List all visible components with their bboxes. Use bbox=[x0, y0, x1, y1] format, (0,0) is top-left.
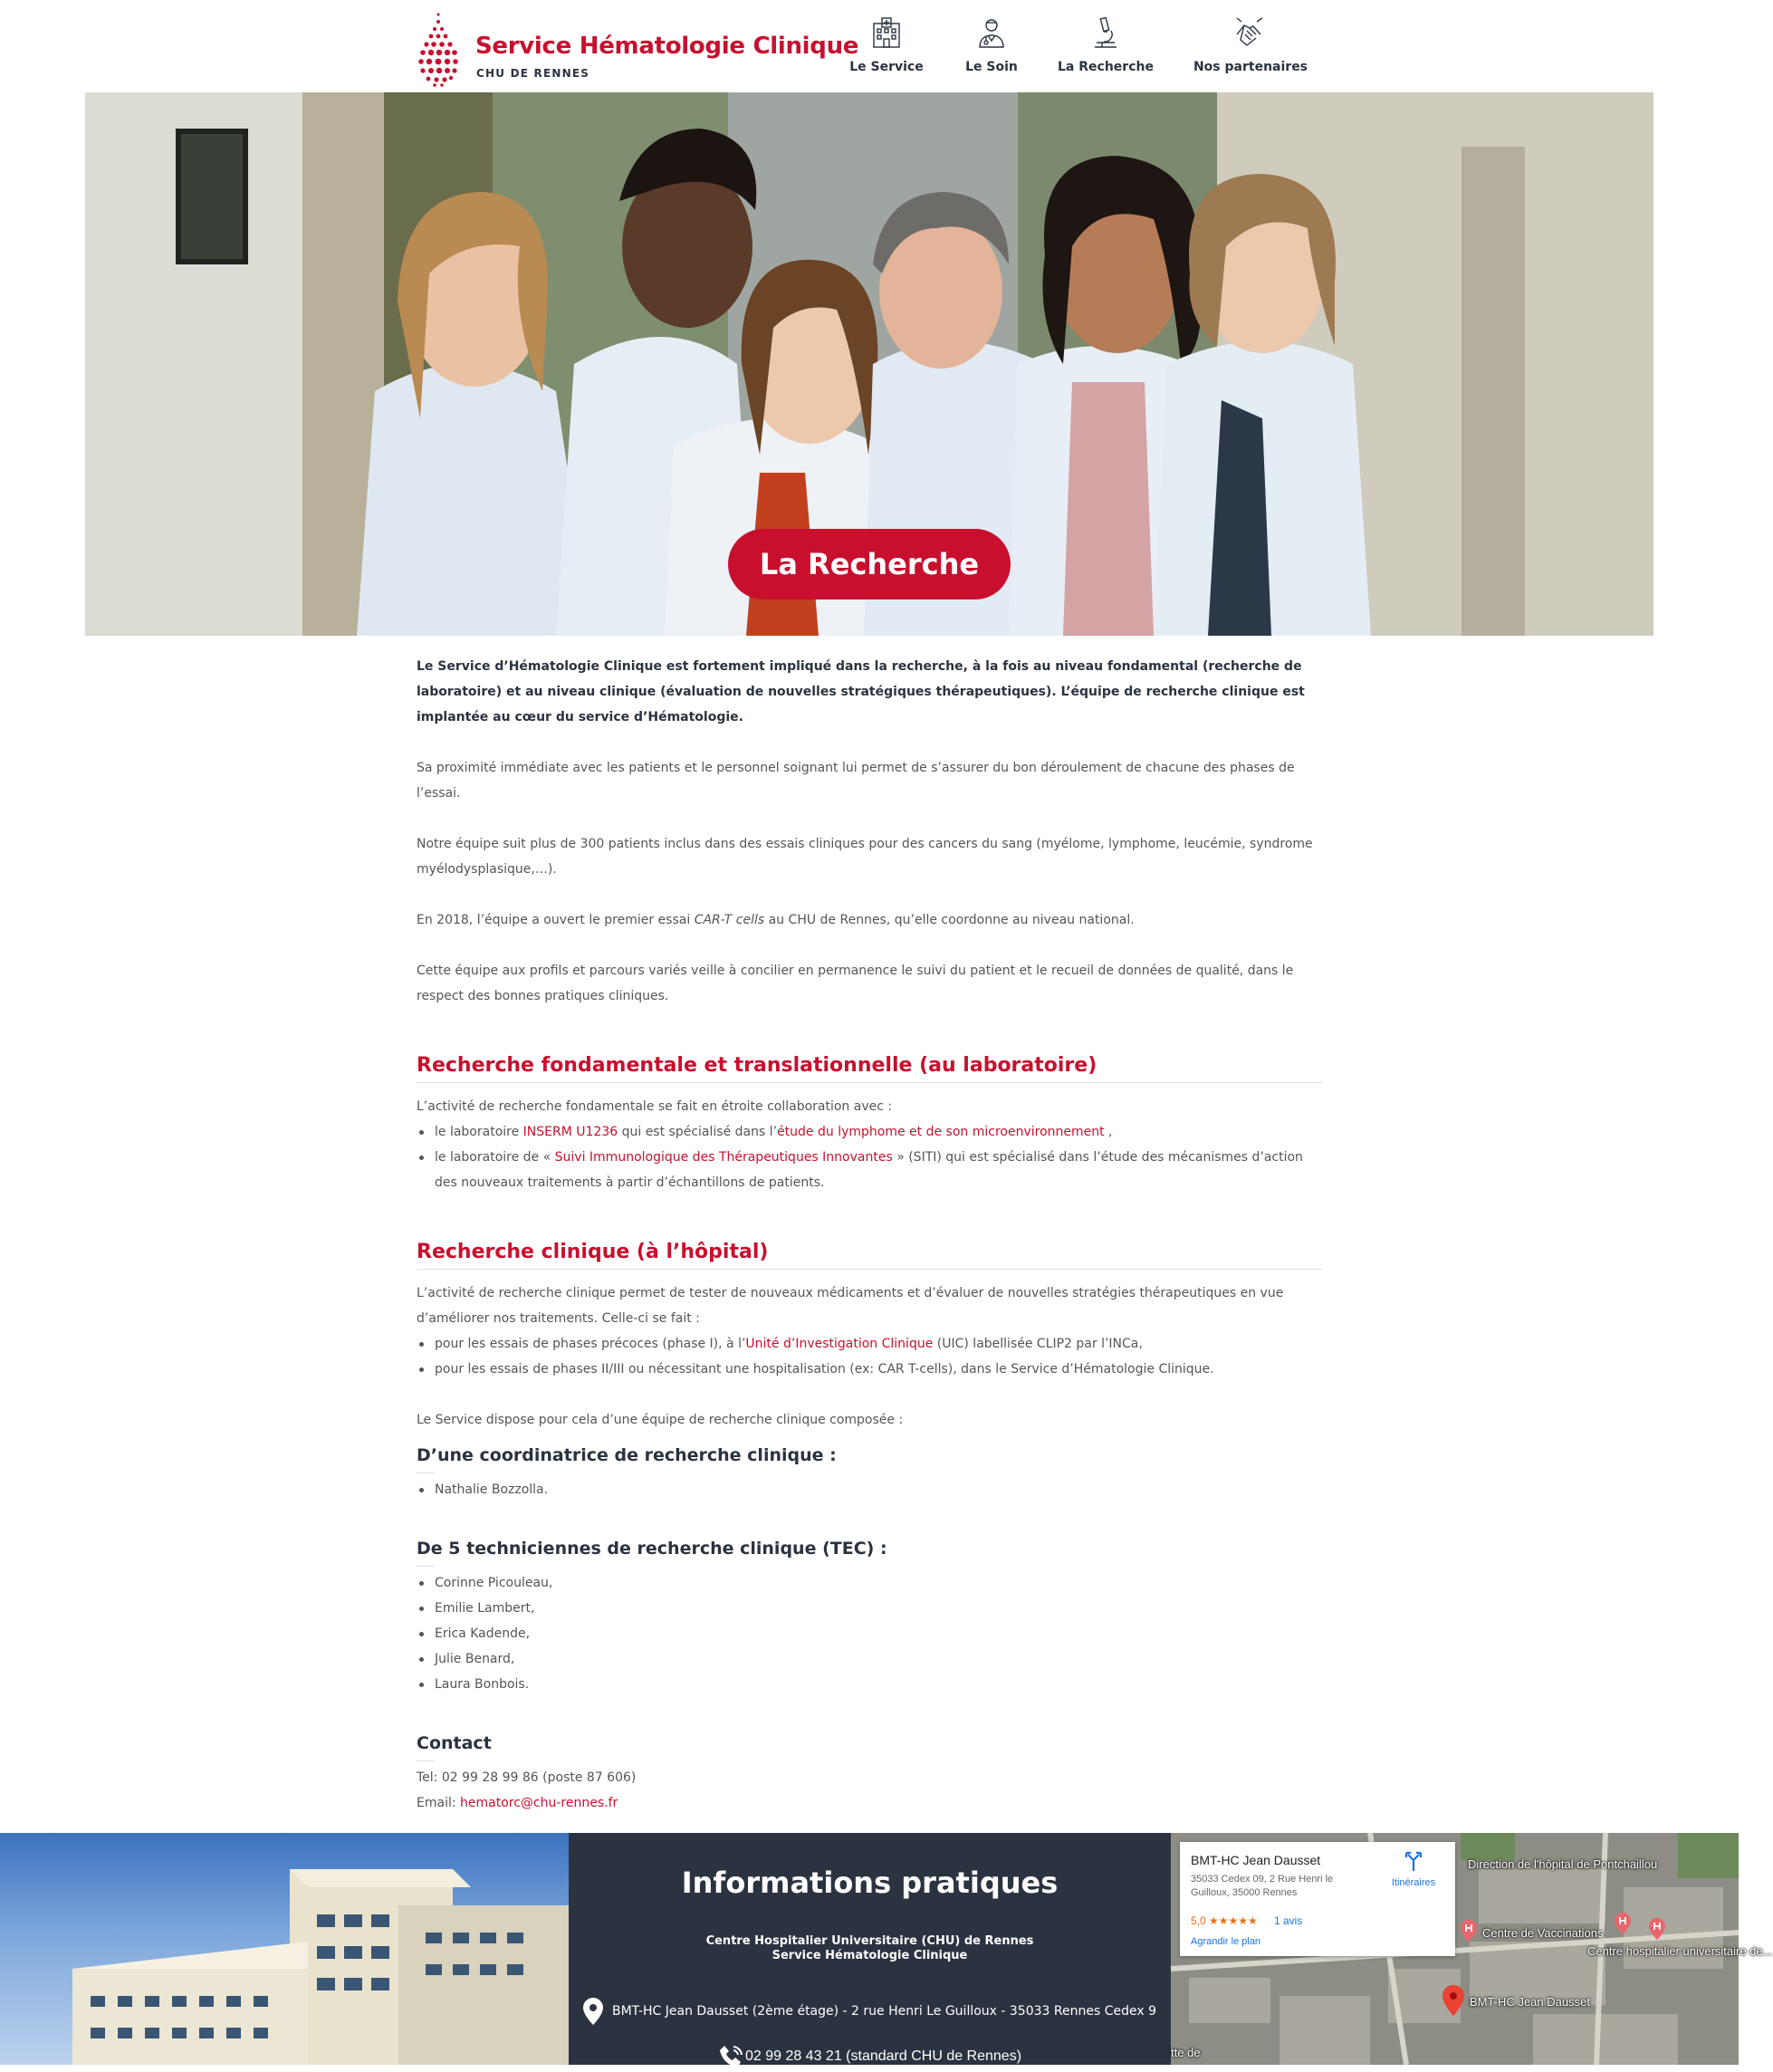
google-map[interactable] bbox=[1171, 1833, 1773, 2065]
tec-list bbox=[417, 1570, 1322, 1697]
nav-item-la-recherche[interactable] bbox=[1056, 16, 1155, 80]
logo-title: Service Hématologie Clinique bbox=[475, 33, 859, 60]
footer-phone-row bbox=[569, 2041, 1171, 2072]
directions-icon bbox=[1404, 1851, 1423, 1871]
hospital-building-photo bbox=[0, 1833, 569, 2065]
map-place-card bbox=[1180, 1842, 1455, 1956]
divider bbox=[417, 1760, 435, 1761]
footer-org: Centre Hospitalier Universitaire (CHU) de Rennes bbox=[705, 1934, 1034, 1948]
team-intro: Le Service dispose pour cela d’une équipe de recherche clinique composée : bbox=[417, 1413, 904, 1427]
list-item: Nathalie Bozzolla. bbox=[417, 1477, 1322, 1502]
doctor-icon bbox=[975, 16, 1008, 49]
map-reviews-link[interactable]: 1 avis bbox=[1274, 1914, 1303, 1927]
section-title-clinical: Recherche clinique (à l’hôpital) bbox=[417, 1241, 1322, 1270]
site-footer bbox=[0, 1833, 1773, 2065]
microscope-icon bbox=[1089, 16, 1122, 49]
list-item: pour les essais de phases précoces (phase I), à l’Unité d’Investigation Clinique (UIC) labellisée CLIP2 par l’INCa, bbox=[417, 1331, 1322, 1357]
site-header bbox=[0, 0, 1739, 91]
intro-paragraph: Sa proximité immédiate avec les patients et le personnel soignant lui permet de s’assurer du bon déroulement de chacune des phases de l’essai. bbox=[417, 761, 1295, 801]
hospital-marker-icon[interactable] bbox=[1615, 1913, 1631, 1934]
blood-drop-logo-icon bbox=[415, 11, 462, 87]
map-place-address: 35033 Cedex 09, 2 Rue Henri le Guilloux, 35000 Rennes bbox=[1191, 1874, 1334, 1898]
page-title: La Recherche bbox=[728, 529, 1011, 600]
contact-title: Contact bbox=[417, 1733, 492, 1753]
site-logo[interactable] bbox=[415, 11, 859, 87]
footer-address: BMT-HC Jean Dausset (2ème étage) - 2 rue Henri Le Guilloux - 35033 Rennes Cedex 9 bbox=[612, 2004, 1156, 2019]
map-label: BMT-HC Jean Dausset bbox=[1470, 1995, 1590, 2009]
handshake-icon bbox=[1234, 16, 1267, 49]
nav-label: La Recherche bbox=[1058, 60, 1154, 74]
intro-paragraph: Cette équipe aux profils et parcours variés veille à concilier en permanence le suivi du patient et le recueil de données de qualité, dans le respect des bonnes pratiques cliniques. bbox=[417, 964, 1294, 1003]
contact-tel: Tel: 02 99 28 99 86 (poste 87 606) bbox=[417, 1770, 637, 1785]
hero-banner bbox=[85, 92, 1653, 636]
fundamental-list bbox=[417, 1119, 1322, 1195]
map-place-name: BMT-HC Jean Dausset bbox=[1191, 1853, 1321, 1867]
footer-title: Informations pratiques bbox=[681, 1866, 1059, 1900]
map-rating: 5,0 ★★★★★ bbox=[1191, 1914, 1258, 1927]
intro-lead: Le Service d’Hématologie Clinique est fortement impliqué dans la recherche, à la fois au niveau fondamental (recherche de laboratoire) et au niveau clinique (évaluation de nouvelles stratégiques thérapeutiques). L’équipe de recherche clinique est implantée au cœur du service d’Hématologie. bbox=[417, 659, 1305, 724]
practical-info bbox=[569, 1833, 1171, 2065]
clinical-list bbox=[417, 1331, 1322, 1382]
section-title-fundamental: Recherche fondamentale et translationnelle (au laboratoire) bbox=[417, 1054, 1322, 1083]
map-label: tte de bbox=[1171, 2046, 1201, 2059]
footer-address-row bbox=[569, 1996, 1171, 2027]
nav-item-le-soin[interactable] bbox=[960, 16, 1023, 80]
fundamental-intro: L’activité de recherche fondamentale se fait en étroite collaboration avec : bbox=[417, 1099, 893, 1114]
list-item: pour les essais de phases II/III ou nécessitant une hospitalisation (ex: CAR T-cells), dans le Service d’Hématologie Clinique. bbox=[417, 1357, 1322, 1382]
clinical-intro: L’activité de recherche clinique permet de tester de nouveaux médicaments et d’évaluer de nouvelles stratégies thérapeutiques en vue d’améliorer nos traitements. Celle-ci se fait : bbox=[417, 1286, 1284, 1326]
footer-service: Service Hématologie Clinique bbox=[771, 1949, 968, 1962]
link-siti[interactable]: Suivi Immunologique des Thérapeutiques Innovantes bbox=[554, 1150, 893, 1165]
coordinator-list bbox=[417, 1477, 1322, 1502]
map-pin-icon bbox=[583, 1998, 603, 2025]
nav-item-nos-partenaires[interactable] bbox=[1192, 16, 1309, 80]
list-item: Julie Benard, bbox=[417, 1646, 1322, 1672]
link-uic[interactable]: Unité d’Investigation Clinique bbox=[745, 1337, 934, 1351]
nav-item-le-service[interactable] bbox=[846, 16, 927, 80]
list-item: le laboratoire INSERM U1236 qui est spécialisé dans l’étude du lymphome et de son microenvironnement , bbox=[417, 1119, 1322, 1145]
divider bbox=[417, 1472, 435, 1473]
list-item: Emilie Lambert, bbox=[417, 1596, 1322, 1621]
directions-label: Itinéraires bbox=[1391, 1877, 1436, 1888]
intro-paragraph: En 2018, l’équipe a ouvert le premier essai CAR-T cells au CHU de Rennes, qu’elle coordonne au niveau national. bbox=[417, 913, 1135, 927]
list-item: Erica Kadende, bbox=[417, 1621, 1322, 1646]
hospital-icon bbox=[870, 16, 903, 49]
hospital-marker-icon[interactable] bbox=[1461, 1920, 1477, 1942]
nav-label: Nos partenaires bbox=[1193, 60, 1308, 74]
hospital-marker-icon[interactable] bbox=[1649, 1918, 1665, 1940]
directions-button[interactable] bbox=[1381, 1851, 1446, 1888]
list-item: Laura Bonbois. bbox=[417, 1672, 1322, 1697]
coordinator-title: D’une coordinatrice de recherche clinique : bbox=[417, 1445, 837, 1465]
contact-email-row: Email: hematorc@chu-rennes.fr bbox=[417, 1796, 618, 1810]
map-label: Centre de Vaccinations bbox=[1482, 1926, 1604, 1940]
phone-icon bbox=[718, 2043, 745, 2070]
divider bbox=[417, 1566, 435, 1567]
link-inserm[interactable]: INSERM U1236 bbox=[522, 1125, 618, 1139]
list-item: le laboratoire de « Suivi Immunologique des Thérapeutiques Innovantes » (SITI) qui est spécialisé dans l’étude des mécanismes d’action des nouveaux traitements à partir d’échantillons de patients. bbox=[417, 1145, 1322, 1195]
list-item: Corinne Picouleau, bbox=[417, 1570, 1322, 1596]
main-content bbox=[417, 654, 1322, 1816]
map-marker-icon[interactable] bbox=[1442, 1985, 1464, 2016]
nav-label: Le Soin bbox=[965, 60, 1018, 74]
map-label: Direction de l'hôpital de Pontchaillou bbox=[1468, 1857, 1658, 1871]
enlarge-map-link[interactable]: Agrandir le plan bbox=[1191, 1936, 1261, 1947]
map-label: Centre hospitalier universitaire de... bbox=[1587, 1944, 1773, 1958]
intro-paragraph: Notre équipe suit plus de 300 patients inclus dans des essais cliniques pour des cancers du sang (myélome, lymphome, leucémie, syndrome myélodysplasique,…). bbox=[417, 837, 1313, 877]
tec-title: De 5 techniciennes de recherche clinique (TEC) : bbox=[417, 1539, 887, 1559]
nav-label: Le Service bbox=[849, 60, 924, 74]
logo-subtitle: CHU DE RENNES bbox=[476, 67, 590, 80]
footer-phone[interactable]: 02 99 28 43 21 (standard CHU de Rennes) bbox=[744, 2048, 1022, 2064]
email-link[interactable]: hematorc@chu-rennes.fr bbox=[460, 1796, 618, 1810]
link-lymphome-study[interactable]: étude du lymphome et de son microenvironnement bbox=[777, 1125, 1105, 1139]
